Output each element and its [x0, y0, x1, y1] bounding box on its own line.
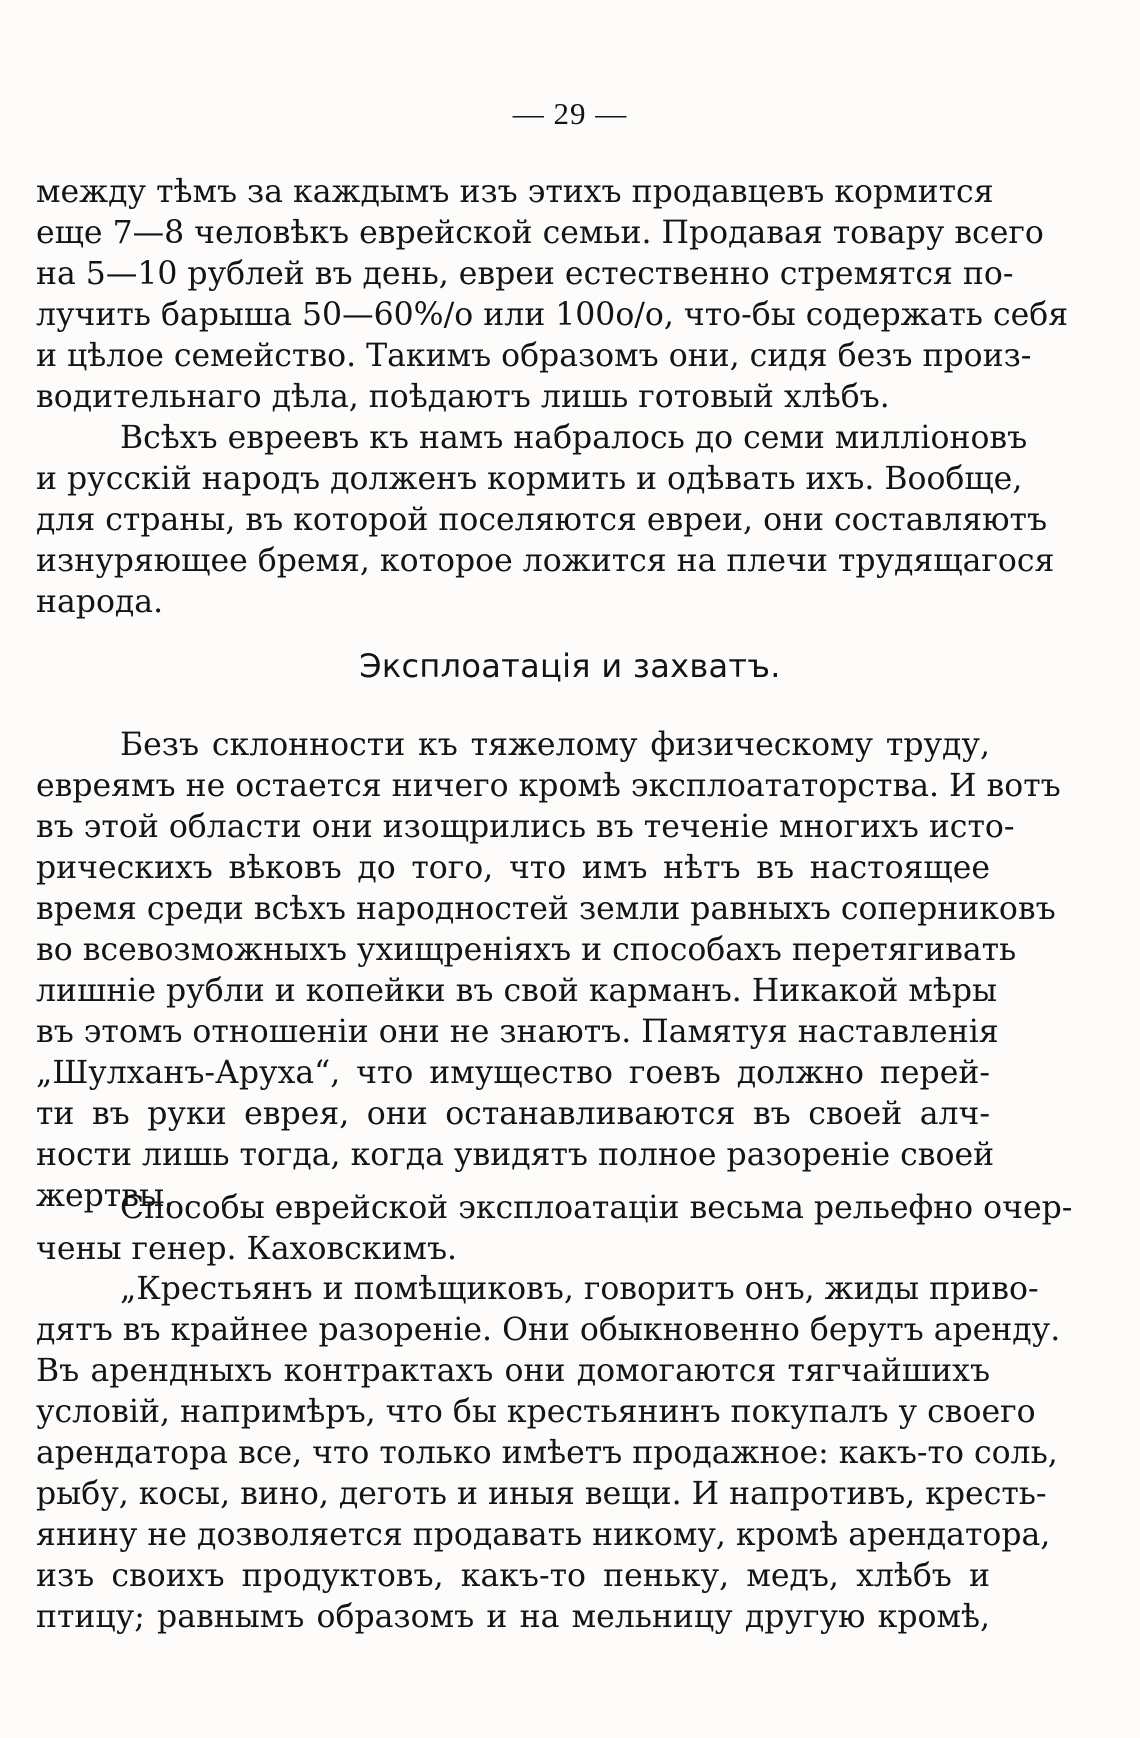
paragraph-3-line: въ этомъ отношеніи они не знаютъ. Памятуя наставленія — [36, 1014, 999, 1050]
paragraph-3-line: ти въ руки еврея, они останавливаются въ своей алч- — [36, 1096, 990, 1132]
paragraph-5-line: изъ своихъ продуктовъ, какъ-то пеньку, медъ, хлѣбъ и — [36, 1558, 990, 1594]
paragraph-5-line: „Крестьянъ и помѣщиковъ, говоритъ онъ, жиды приво- — [120, 1271, 1039, 1307]
paragraph-4-line: Способы еврейской эксплоатаціи весьма рельефно очер- — [120, 1190, 1073, 1226]
paragraph-3-line: „Шулханъ-Аруха“, что имущество гоевъ должно перей- — [36, 1055, 990, 1091]
paragraph-1-line: еще 7—8 человѣкъ еврейской семьи. Продавая товару всего — [36, 215, 1044, 251]
paragraph-3-line: въ этой области они изощрились въ теченіе многихъ исто- — [36, 809, 1015, 845]
text-block-paragraph-4 — [36, 1188, 1073, 1270]
paragraph-4-line: чены генер. Каховскимъ. — [36, 1231, 458, 1267]
paragraph-2-line: для страны, въ которой поселяются евреи, они составляютъ — [36, 502, 1047, 538]
paragraph-2-line: Всѣхъ евреевъ къ намъ набралось до семи милліоновъ — [120, 420, 1028, 456]
paragraph-3-line: Безъ склонности къ тяжелому физическому труду, — [120, 727, 990, 763]
paragraph-3-line: рическихъ вѣковъ до того, что имъ нѣтъ въ настоящее — [36, 850, 990, 886]
paragraph-1-line: водительнаго дѣла, поѣдаютъ лишь готовый хлѣбъ. — [36, 379, 890, 415]
paragraph-2-line: народа. — [36, 584, 164, 620]
paragraph-3-line: ности лишь тогда, когда увидятъ полное разореніе своей — [36, 1137, 995, 1173]
text-block-middle — [36, 725, 1061, 1217]
paragraph-5-line: условій, напримѣръ, что бы крестьянинъ покупалъ у своего — [36, 1394, 1036, 1430]
paragraph-1-line: и цѣлое семейство. Такимъ образомъ они, сидя безъ произ- — [36, 338, 1032, 374]
text-block-top — [36, 172, 1069, 623]
paragraph-5-line: Въ арендныхъ контрактахъ они домогаются тягчайшихъ — [36, 1353, 990, 1389]
paragraph-3-line: время среди всѣхъ народностей земли равныхъ соперниковъ — [36, 891, 1056, 927]
paragraph-5-line: рыбу, косы, вино, деготь и иныя вещи. И напротивъ, кресть- — [36, 1476, 1047, 1512]
paragraph-5-line: янину не дозволяется продавать никому, кромѣ арендатора, — [36, 1517, 1051, 1553]
paragraph-1-line: на 5—10 рублей въ день, евреи естественно стремятся по- — [36, 256, 1014, 292]
paragraph-1-line: между тѣмъ за каждымъ изъ этихъ продавцевъ кормится — [36, 174, 994, 210]
paragraph-5-line: дятъ въ крайнее разореніе. Они обыкновенно берутъ аренду. — [36, 1312, 1061, 1348]
paragraph-5-line: арендатора все, что только имѣетъ продажное: какъ-то соль, — [36, 1435, 1058, 1471]
paragraph-2-line: и русскій народъ долженъ кормить и одѣвать ихъ. Вообще, — [36, 461, 1023, 497]
paragraph-3-line: во всевозможныхъ ухищреніяхъ и способахъ перетягивать — [36, 932, 1017, 968]
paragraph-3-line: жертвы. — [36, 1178, 175, 1214]
section-heading: Эксплоатація и захватъ. — [359, 647, 781, 685]
page-number: — 29 — — [512, 96, 628, 131]
paragraph-2-line: изнуряющее бремя, которое ложится на плечи трудящагося — [36, 543, 1055, 579]
paragraph-1-line: лучить барыша 50—60%/о или 100о/о, что-бы содержать себя — [36, 297, 1069, 333]
paragraph-5-line: птицу; равнымъ образомъ и на мельницу другую кромѣ, — [36, 1599, 990, 1635]
paragraph-3-line: евреямъ не остается ничего кромѣ эксплоататорства. И вотъ — [36, 768, 1061, 804]
paragraph-3-line: лишніе рубли и копейки въ свой карманъ. Никакой мѣры — [36, 973, 998, 1009]
text-block-bottom — [36, 1269, 1061, 1638]
